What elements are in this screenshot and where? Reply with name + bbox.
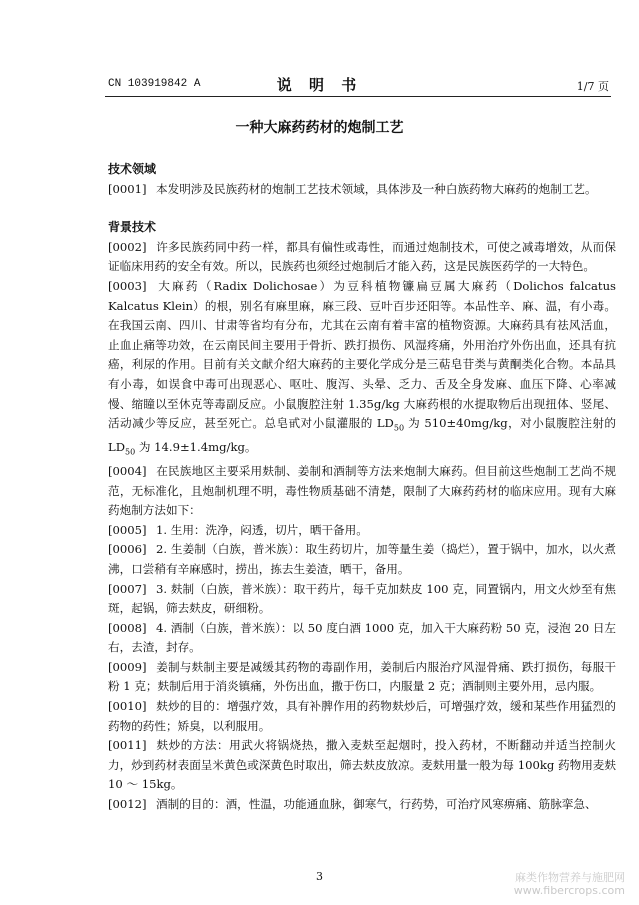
paragraph-id: [0002]: [108, 239, 147, 254]
paragraph-text: 麸炒的方法：用武火将锅烧热，撒入麦麸至起烟时，投入药材，不断翻动并适当控制火力，炒到药材表面呈米黄色或深黄色时取出，筛去麸皮放凉。麦麸用量一般为每 100kg 药物用麦麸 10 ～ 15kg。: [108, 738, 616, 792]
page-of: 1/7 页: [576, 80, 609, 93]
paragraph-text: 1. 生用：洗净，闷透，切片，晒干备用。: [156, 522, 368, 537]
paragraph-id: [0012]: [108, 797, 147, 812]
paragraph: [108, 540, 616, 579]
document-body: [108, 160, 616, 815]
paragraph: [108, 658, 616, 697]
paragraph: [108, 697, 616, 736]
paragraph-text: 4. 酒制（白族，普米族）：以 50 度白酒 1000 克，加入干大麻药粉 50 克，浸泡 20 日左右，去渣，封存。: [108, 620, 617, 655]
section-heading: 背景技术: [108, 220, 157, 235]
paragraph-text: 大麻药（Radix Dolichosae）为豆科植物镰扁豆属大麻药（Dolichos falcatus Kalcatus Klein）的根，别名有麻里麻，麻三段、豆叶百步还阳等。本品性辛、麻、温，有小毒。在我国云南、四川、甘肃等省均有分布，尤其在云南有着丰富的植物资源。大麻药具有祛风活血，止血止痛等功效，在云南民间主要用于骨折、跌打损伤、风湿疼痛，外用治疗外伤出血，还具有抗癌，利尿的作用。目前有关文献介绍大麻药的主要化学成分是三萜皂苷类与黄酮类化合物。本品具有小毒，如误食中毒可出现恶心、呕吐、腹泻、头晕、乏力、舌及全身发麻、血压下降、心率减慢、缩瞳以至休克等毒副反应。小鼠腹腔注射 1.35g/kg 大麻药根的水提取物后出现扭体、竖尾、活动减少等反应，甚至死亡。总皂甙对小鼠灌服的 $LD_{50}$ 为 510±40mg/kg，对小鼠腹腔注射的 $LD_{50}$ 为 14.9±1.4mg/kg。: [108, 278, 616, 457]
paragraph-text: 在民族地区主要采用麸制、姜制和酒制等方法来炮制大麻药。但目前这些炮制工艺尚不规范，无标准化，且炮制机理不明，毒性物质基础不清楚，限制了大麻药药材的临床应用。现有大麻药炮制方法如下：: [108, 463, 616, 518]
paragraph-id: [0010]: [108, 699, 147, 714]
watermark: [514, 871, 625, 897]
patent-number: CN 103919842 A: [108, 78, 201, 90]
paragraph-text: 许多民族药同中药一样，都具有偏性或毒性，而通过炮制技术，可使之减毒增效，从而保证临床用药的安全有效。所以，民族药也须经过炮制后才能入药，这是民族医药学的一大特色。: [108, 239, 616, 274]
paragraph: [108, 521, 616, 541]
paragraph-id: [0006]: [108, 542, 147, 557]
watermark-line: www.fibercrops.com: [513, 884, 625, 897]
paragraph-id: [0004]: [108, 463, 147, 478]
paragraph: [108, 736, 616, 795]
paragraph-id: [0003]: [108, 278, 147, 293]
document-type: 说 明 书: [276, 76, 363, 94]
paragraph: [108, 462, 616, 521]
section-heading: 技术领域: [108, 162, 157, 176]
paragraph: [108, 619, 616, 658]
paragraph: [108, 795, 616, 815]
paragraph-text: 2. 生姜制（白族，普米族）：取生药切片，加等量生姜（捣烂），置于锅中，加水，以火煮沸，口尝稍有辛麻感时，捞出，拣去生姜渣，晒干，备用。: [108, 542, 616, 576]
paragraph-text: 酒制的目的：酒，性温，功能通血脉，御寒气，行药势，可治疗风寒痹痛、筋脉挛急、: [156, 797, 597, 812]
document-title: 一种大麻药药材的炮制工艺: [235, 120, 404, 136]
watermark-line: 麻类作物营养与施肥网: [515, 871, 625, 884]
paragraph-id: [0009]: [108, 659, 147, 674]
paragraph-id: [0007]: [108, 581, 147, 596]
paragraph-id: [0001]: [108, 181, 147, 196]
header-rule: [105, 96, 611, 97]
paragraph-text: 本发明涉及民族药材的炮制工艺技术领域，具体涉及一种白族药物大麻药的炮制工艺。: [156, 181, 597, 196]
paragraph: [108, 238, 616, 277]
paragraph-id: [0011]: [108, 738, 147, 753]
paragraph-text: 姜制与麸制主要是减缓其药物的毒副作用，姜制后内服治疗风湿骨痛、跌打损伤，每服干粉 1 克；麸制后用于消炎镇痛，外伤出血，撒于伤口，内服量 2 克；酒制则主要外用，忌内服。: [108, 659, 616, 694]
paragraph: [108, 277, 616, 462]
paragraph: [108, 580, 616, 619]
paragraph: [108, 180, 616, 200]
paragraph-text: 麸炒的目的：增强疗效，具有补脾作用的药物麸炒后，可增强疗效，缓和某些作用猛烈的药物的药性；矫臭，以利服用。: [108, 699, 616, 733]
page-number: 3: [316, 870, 323, 883]
paragraph-id: [0008]: [108, 620, 147, 635]
paragraph-id: [0005]: [108, 522, 147, 537]
paragraph-text: 3. 麸制（白族，普米族）：取干药片，每千克加麸皮 100 克，同置锅内，用文火炒至有焦斑，起锅，筛去麸皮，研细粉。: [108, 581, 616, 616]
